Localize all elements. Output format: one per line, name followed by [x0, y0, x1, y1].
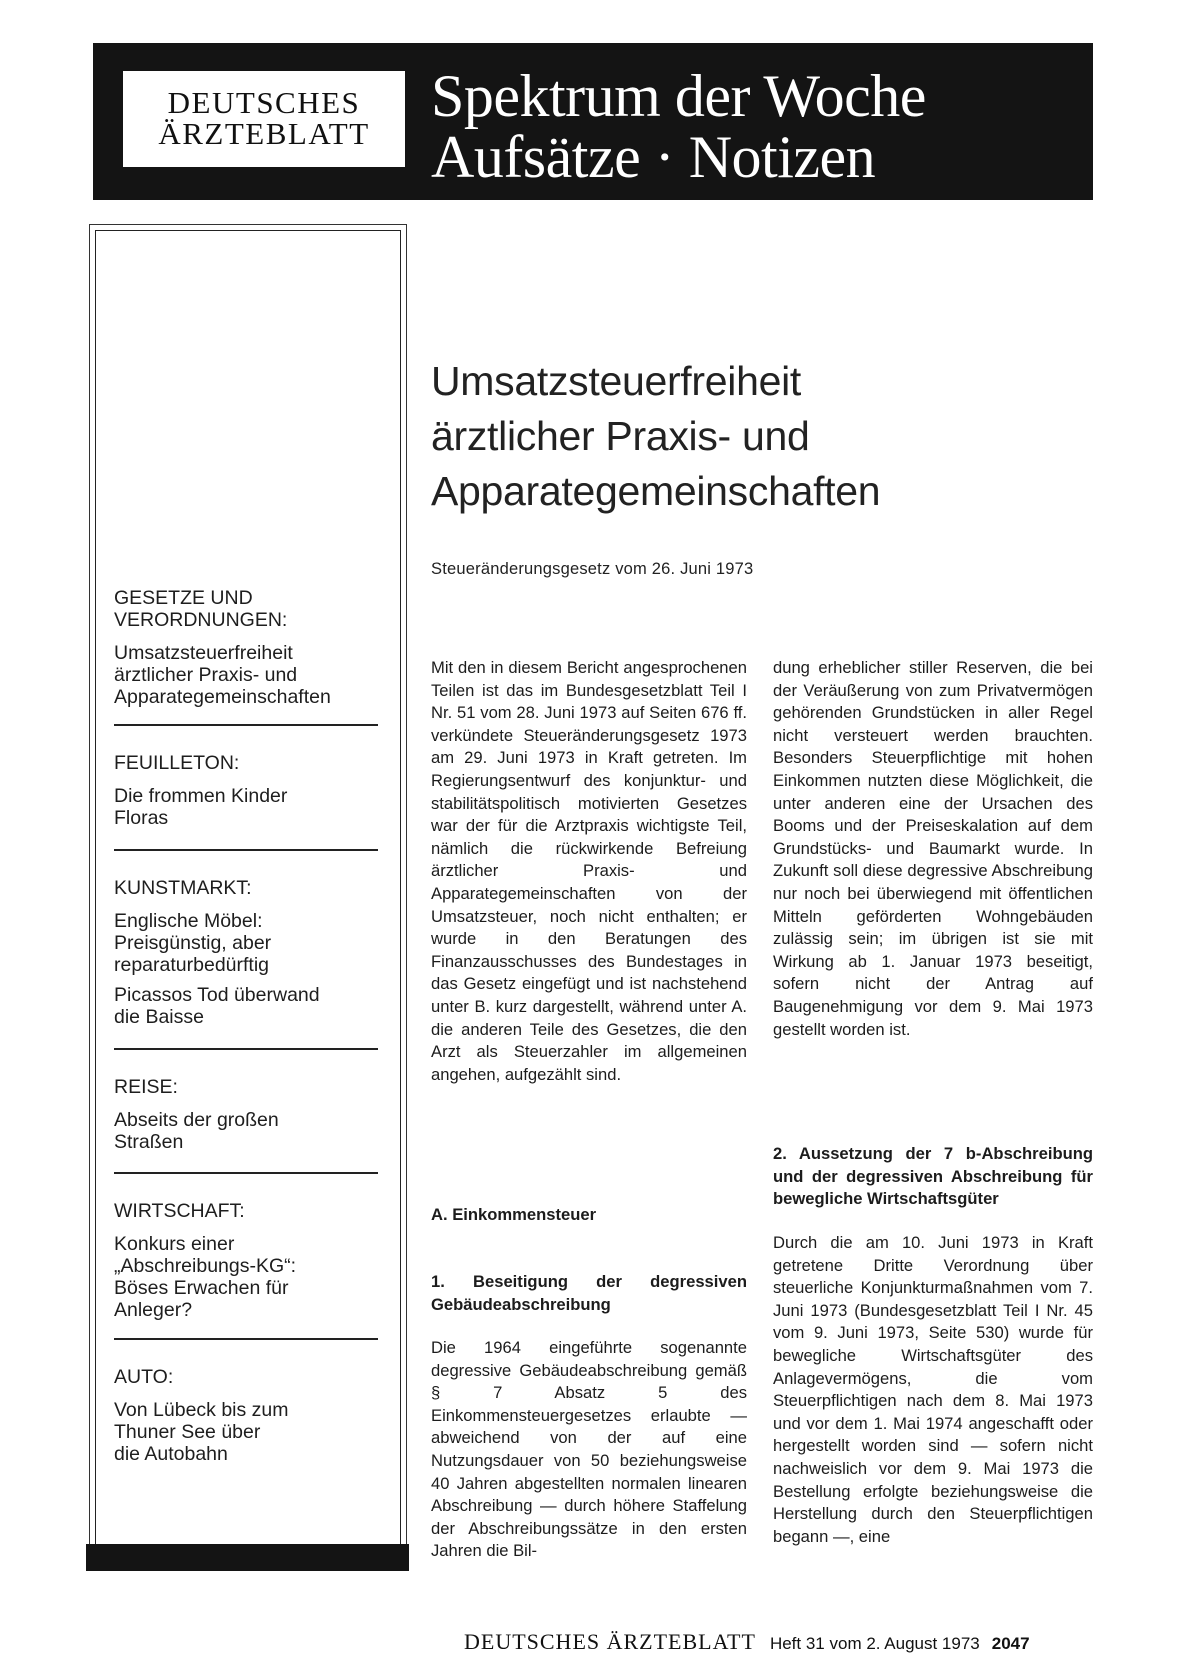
sidebar-item-frommen-kinder[interactable]: Die frommen Kinder Floras [114, 785, 288, 829]
sidebar-heading-kunstmarkt: KUNSTMARKT: [114, 877, 252, 899]
subsection-1-heading: 1. Beseitigung der degressiven Gebäudeabschreibung [431, 1272, 747, 1314]
sidebar-item-englische-moebel[interactable]: Englische Möbel: Preisgünstig, aber reparaturbedürftig [114, 910, 272, 976]
article-column-1 [431, 657, 747, 1086]
sidebar-divider [114, 724, 378, 726]
continued-paragraph: dung erheblicher stiller Reserven, die bei der Veräußerung von zum Privatvermögen gehörenden Grundstücken in aller Regel nicht versteuert werden brauchten. Besonders Steuerpflichtige mit hohen Einkommen nutzten diese Möglichkeit, die unter anderen eine der Ursachen des Booms und der Preiseskalation auf dem Grundstücks- und Baumarkt wurde. In Zukunft soll diese degressive Abschreibung nur noch bei überwiegend mit öffentlichen Mitteln geförderten Wohngebäuden zulässig sein; im übrigen ist sie mit Wirkung ab 1. Januar 1973 beseitigt, sofern nicht der Antrag auf Baugenehmigung vor dem 9. Mai 1973 gestellt worden ist. [773, 658, 1093, 1039]
subsection-2-paragraph: Durch die am 10. Juni 1973 in Kraft getretene Dritte Verordnung über steuerliche Konjunkturmaßnahmen vom 7. Juni 1973 (Bundesgesetzblatt Teil I Nr. 45 vom 9. Juni 1973, Seite 530) wurde für bewegliche Wirtschaftsgüter des Anlagevermögens, die vom Steuerpflichtigen nach dem 8. Mai 1973 und vor dem 1. Mai 1974 angeschafft oder hergestellt worden sind — sofern nicht nachweislich vor dem 9. Mai 1973 die Bestellung erfolgte beziehungsweise die Herstellung durch den Steuerpflichtigen begann —, eine [773, 1233, 1093, 1546]
article-subtitle: Steueränderungsgesetz vom 26. Juni 1973 [431, 560, 754, 578]
intro-paragraph: Mit den in diesem Bericht angesprochenen Teilen ist das im Bundesgesetzblatt Teil I Nr. 51 vom 28. Juni 1973 auf Seiten 676 ff. verkündete Steueränderungsgesetz 1973 am 29. Juni 1973 in Kraft getreten. Im Regierungsentwurf des konjunktur- und stabilitätspolitisch motivierten Gesetzes war der für die Arztpraxis wichtigste Teil, nämlich die rückwirkende Befreiung ärztlicher Praxis- und Apparategemeinschaften von der Umsatzsteuer, noch nicht enthalten; er wurde in den Beratungen des Finanzausschusses des Bundestages in das Gesetz eingefügt und ist nachstehend unter B. kurz dargestellt, während unter A. die anderen Teile des Gesetzes, die den Arzt als Steuerzahler im allgemeinen angehen, aufgezählt sind. [431, 658, 747, 1084]
sidebar-heading-reise: REISE: [114, 1076, 178, 1098]
sidebar-heading-gesetze: GESETZE UND VERORDNUNGEN: [114, 587, 288, 631]
footer-magazine-name: DEUTSCHES ÄRZTEBLATT [464, 1629, 756, 1654]
logo-line-2: ÄRZTEBLATT [158, 116, 370, 151]
masthead-title: Spektrum der Woche [431, 63, 926, 129]
magazine-logo [123, 71, 405, 167]
sidebar-divider [114, 1172, 378, 1174]
sidebar-bottom-bar [86, 1544, 409, 1571]
sidebar-item-picasso[interactable]: Picassos Tod überwand die Baisse [114, 984, 320, 1028]
sidebar-divider [114, 1338, 378, 1340]
masthead-subtitle: Aufsätze · Notizen [431, 124, 876, 190]
sidebar-item-umsatzsteuer[interactable]: Umsatzsteuerfreiheit ärztlicher Praxis- und Apparategemeinschaften [114, 642, 331, 708]
logo-line-1: DEUTSCHES [167, 85, 361, 120]
sidebar-divider [114, 849, 378, 851]
sidebar-item-konkurs[interactable]: Konkurs einer „Abschreibungs-KG“: Böses Erwachen für Anleger? [114, 1233, 297, 1321]
footer-issue: Heft 31 vom 2. August 1973 [769, 1634, 980, 1653]
sidebar-heading-auto: AUTO: [114, 1366, 174, 1388]
page-footer [464, 1629, 1030, 1655]
subsection-1-paragraph: Die 1964 eingeführte sogenannte degressive Gebäudeabschreibung gemäß § 7 Absatz 5 des Einkommensteuergesetzes erlaubte — abweichend von der auf eine Nutzungsdauer von 50 beziehungsweise 40 Jahren abgestellten normalen linearen Abschreibung — durch höhere Staffelung der Abschreibungssätze in den ersten Jahren die Bil- [431, 1338, 747, 1561]
section-a-heading: A. Einkommensteuer [431, 1205, 597, 1224]
article-title: Umsatzsteuerfreiheit ärztlicher Praxis- und Apparategemeinschaften [431, 358, 881, 514]
sidebar-heading-wirtschaft: WIRTSCHAFT: [114, 1200, 245, 1222]
article-column-2 [773, 657, 1093, 1041]
sidebar-heading-feuilleton: FEUILLETON: [114, 752, 240, 774]
sidebar-item-grossen-strassen[interactable]: Abseits der großen Straßen [114, 1109, 279, 1153]
sidebar-divider [114, 1048, 378, 1050]
sidebar-item-luebeck[interactable]: Von Lübeck bis zum Thuner See über die Autobahn [114, 1399, 289, 1465]
page-number: 2047 [991, 1634, 1030, 1653]
subsection-2-heading: 2. Aussetzung der 7 b-Abschreibung und der degressiven Abschreibung für bewegliche Wirtschaftsgüter [773, 1144, 1093, 1209]
masthead-banner [93, 43, 1093, 200]
